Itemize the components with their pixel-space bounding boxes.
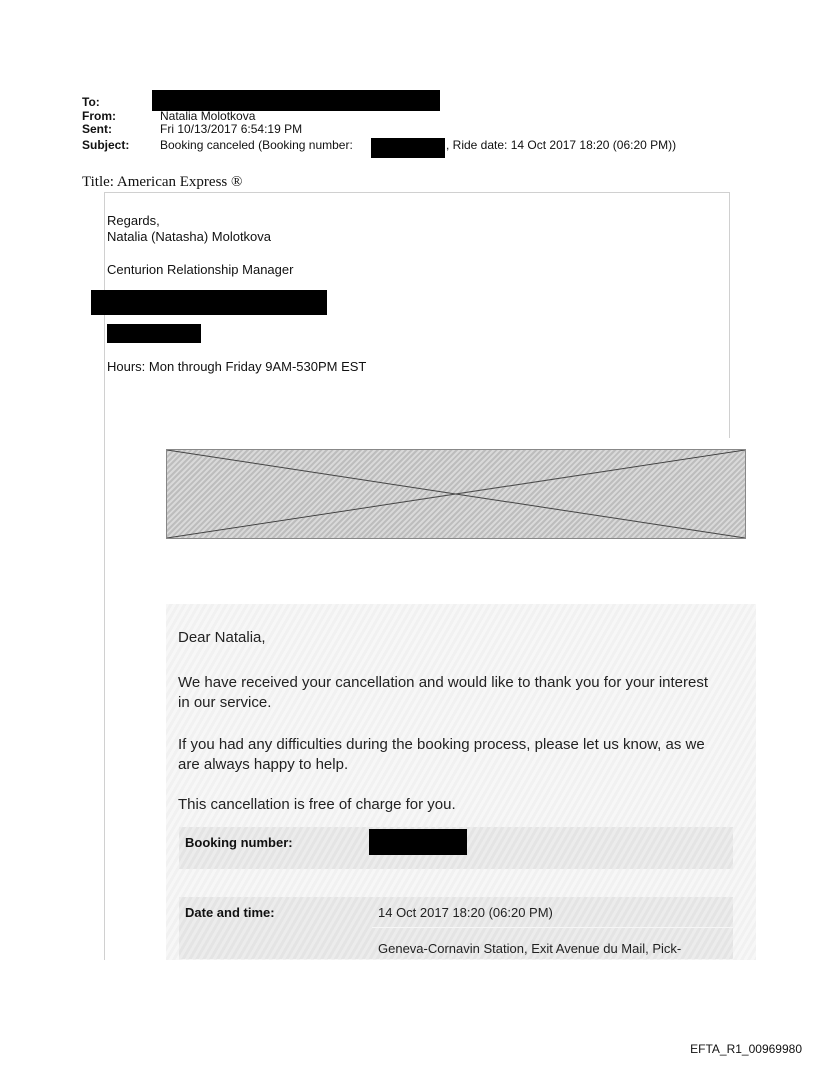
hours-text: Hours: Mon through Friday 9AM-530PM EST bbox=[107, 359, 367, 374]
table-cell-divider bbox=[372, 927, 733, 928]
letter-para1-line1: We have received your cancellation and would like to thank you for your interest bbox=[178, 674, 709, 691]
redaction-block-contact-1 bbox=[91, 290, 327, 315]
subject-value-end: , Ride date: 14 Oct 2017 18:20 (06:20 PM)) bbox=[446, 138, 677, 152]
redaction-block-contact-2 bbox=[107, 324, 201, 343]
message-title: Title: American Express ® bbox=[82, 174, 243, 190]
redaction-block-recipient bbox=[152, 90, 440, 111]
broken-image-placeholder bbox=[166, 449, 746, 539]
box-right-border bbox=[729, 192, 730, 438]
sent-value: Fri 10/13/2017 6:54:19 PM bbox=[160, 122, 303, 136]
redaction-block-booking-number bbox=[369, 829, 467, 855]
to-label: To: bbox=[82, 95, 100, 109]
box-top-border bbox=[104, 192, 730, 193]
subject-label: Subject: bbox=[82, 138, 130, 152]
sent-label: Sent: bbox=[82, 122, 112, 136]
redaction-block-booking-subject bbox=[371, 138, 445, 158]
document-id-footer: EFTA_R1_00969980 bbox=[690, 1042, 802, 1056]
signature-role: Centurion Relationship Manager bbox=[107, 262, 294, 277]
booking-number-label: Booking number: bbox=[185, 835, 293, 850]
date-time-value: 14 Oct 2017 18:20 (06:20 PM) bbox=[378, 905, 553, 920]
from-value: Natalia Molotkova bbox=[160, 109, 256, 123]
subject-value-start: Booking canceled (Booking number: bbox=[160, 138, 353, 152]
letter-para2-line2: are always happy to help. bbox=[178, 756, 349, 773]
signature-name: Natalia (Natasha) Molotkova bbox=[107, 229, 272, 244]
letter-para2-line1: If you had any difficulties during the booking process, please let us know, as we bbox=[178, 736, 705, 753]
pickup-location-value: Geneva-Cornavin Station, Exit Avenue du Mail, Pick- bbox=[378, 941, 682, 956]
letter-para3: This cancellation is free of charge for you. bbox=[178, 796, 456, 813]
letter-greeting: Dear Natalia, bbox=[178, 629, 266, 646]
date-time-label: Date and time: bbox=[185, 905, 275, 920]
regards-text: Regards, bbox=[107, 213, 160, 228]
letter-para1-line2: in our service. bbox=[178, 694, 272, 711]
broken-image-icon bbox=[167, 450, 745, 538]
from-label: From: bbox=[82, 109, 116, 123]
